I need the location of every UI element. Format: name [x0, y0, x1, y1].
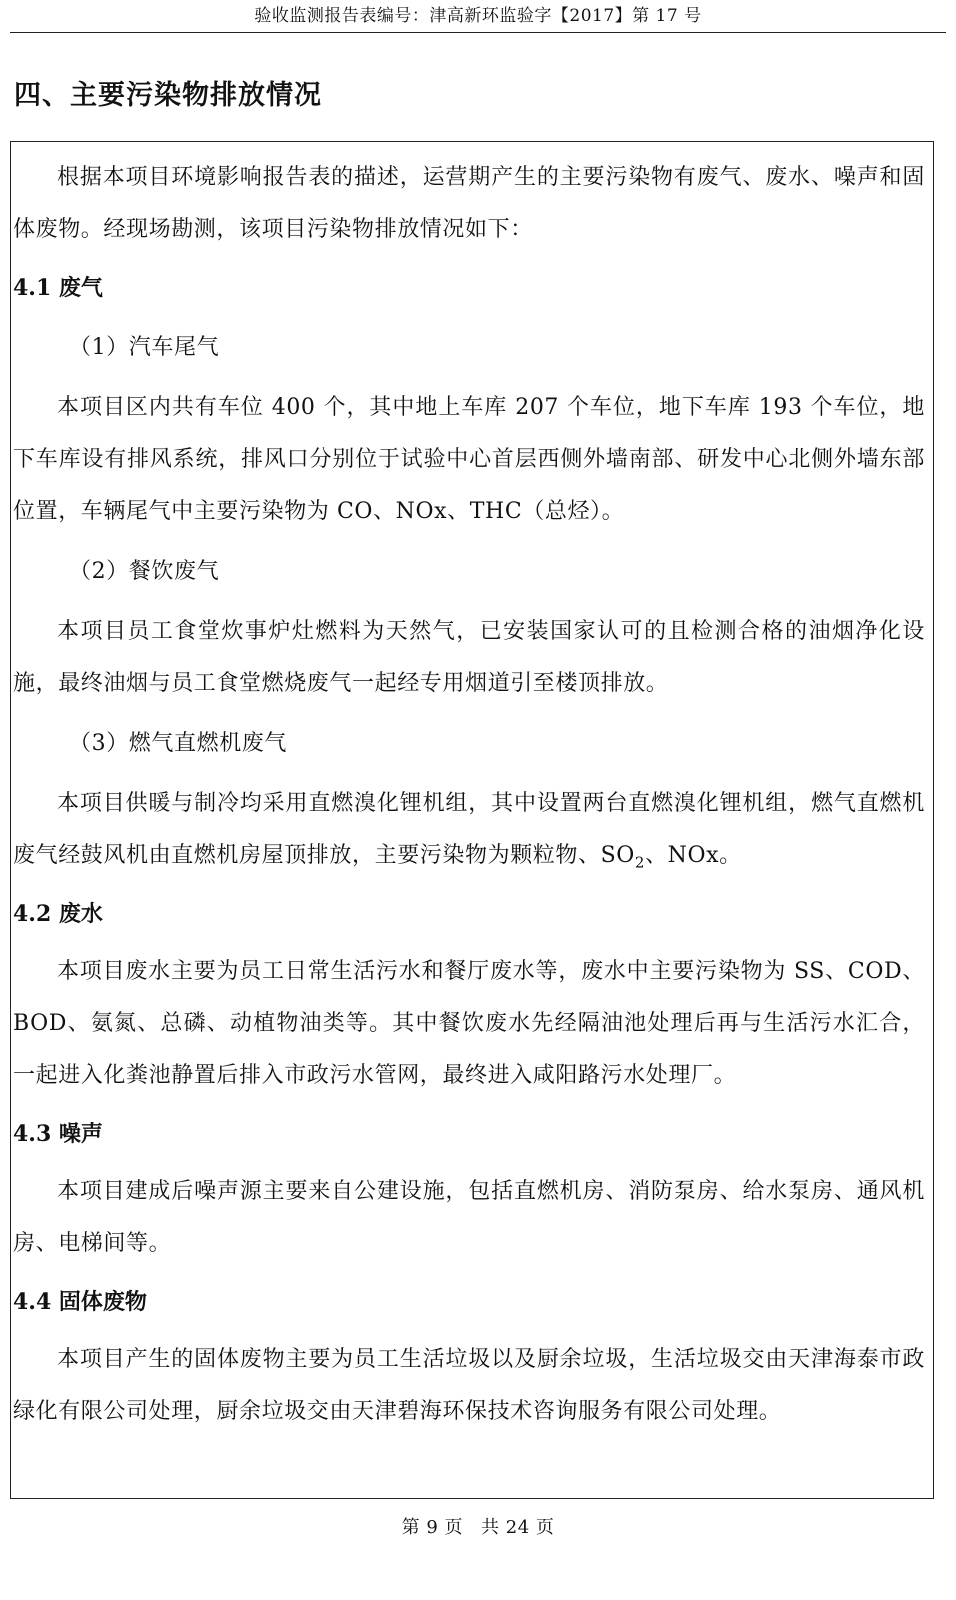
page-footer [0, 1514, 956, 1542]
page-total: 共 24 页 [481, 1517, 555, 1538]
boiler-text-part1: 本项目供暖与制冷均采用直燃溴化锂机组，其中设置两台直燃溴化锂机组，燃气直燃机废气经鼓风机由直燃机房屋顶排放，主要污染物为颗粒物、SO [13, 791, 925, 868]
noise-heading: 4.3 噪声 [13, 1121, 103, 1147]
report-number-header: 验收监测报告表编号：津高新环监验字【2017】第 17 号 [254, 6, 702, 26]
content-body [13, 152, 925, 1438]
section-title: 四、主要污染物排放情况 [14, 80, 322, 111]
solid-waste-paragraph: 本项目产生的固体废物主要为员工生活垃圾以及厨余垃圾，生活垃圾交由天津海泰市政绿化有限公司处理，厨余垃圾交由天津碧海环保技术咨询服务有限公司处理。 [13, 1347, 925, 1424]
solid-waste-heading: 4.4 固体废物 [13, 1289, 147, 1315]
waste-gas-heading: 4.1 废气 [13, 275, 103, 301]
vehicle-exhaust-paragraph: 本项目区内共有车位 400 个，其中地上车库 207 个车位，地下车库 193 个车位，地下车库设有排风系统，排风口分别位于试验中心首层西侧外墙南部、研发中心北侧外墙东部位置，车辆尾气中主要污染物为 CO、NOx、THC（总烃）。 [13, 395, 925, 524]
content-box [10, 141, 934, 1499]
boiler-exhaust-paragraph [13, 778, 925, 882]
boiler-exhaust-subheading: （3）燃气直燃机废气 [69, 731, 287, 756]
page-number: 第 9 页 [401, 1517, 464, 1538]
boiler-text-part2: 、NOx。 [645, 843, 742, 868]
vehicle-exhaust-subheading: （1）汽车尾气 [69, 335, 220, 360]
waste-water-paragraph: 本项目废水主要为员工日常生活污水和餐厅废水等，废水中主要污染物为 SS、COD、BOD、氨氮、总磷、动植物油类等。其中餐饮废水先经隔油池处理后再与生活污水汇合，一起进入化粪池静置后排入市政污水管网，最终进入咸阳路污水处理厂。 [13, 959, 925, 1088]
header-divider [10, 32, 946, 33]
catering-exhaust-paragraph: 本项目员工食堂炊事炉灶燃料为天然气，已安装国家认可的且检测合格的油烟净化设施，最终油烟与员工食堂燃烧废气一起经专用烟道引至楼顶排放。 [13, 619, 925, 696]
catering-exhaust-subheading: （2）餐饮废气 [69, 559, 220, 584]
so2-subscript: 2 [634, 853, 646, 872]
noise-paragraph: 本项目建成后噪声源主要来自公建设施，包括直燃机房、消防泵房、给水泵房、通风机房、电梯间等。 [13, 1179, 925, 1256]
intro-paragraph: 根据本项目环境影响报告表的描述，运营期产生的主要污染物有废气、废水、噪声和固体废物。经现场勘测，该项目污染物排放情况如下： [13, 165, 925, 242]
waste-water-heading: 4.2 废水 [13, 901, 103, 927]
